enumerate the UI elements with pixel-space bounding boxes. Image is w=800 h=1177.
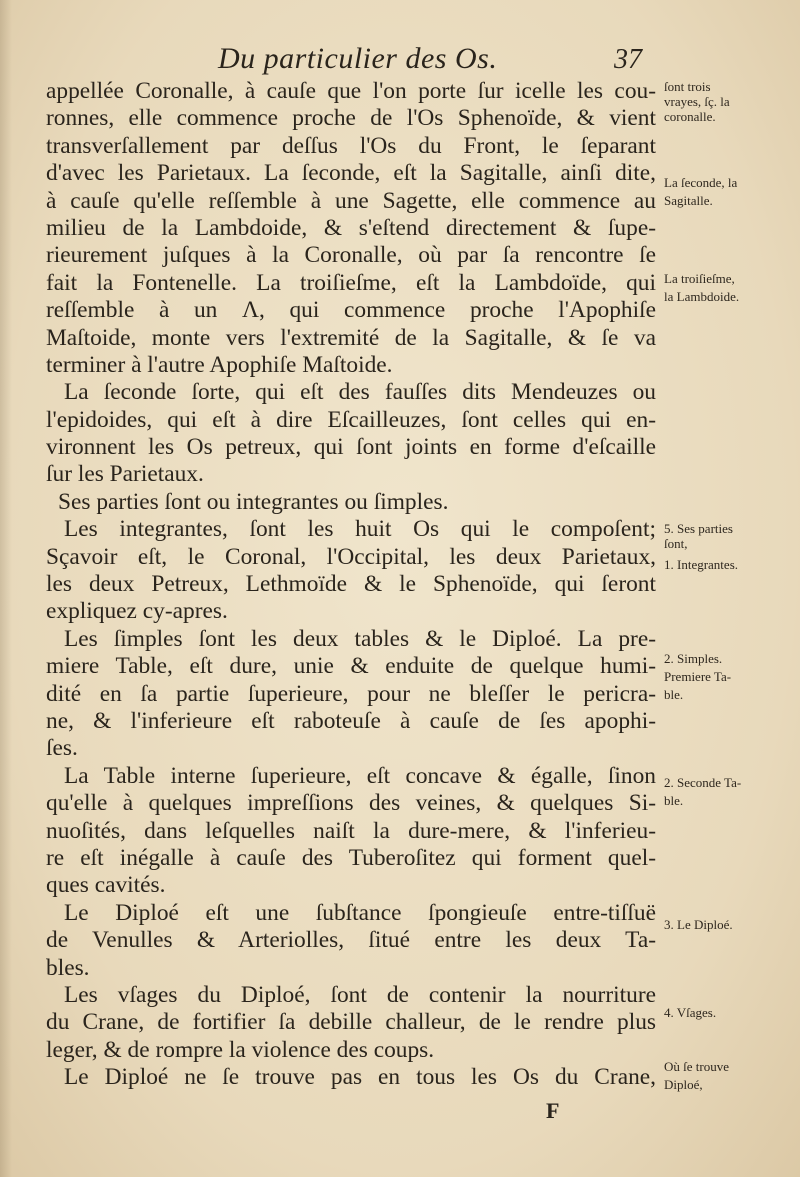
text-line: d'avec les Parietaux. La ſeconde, eſt la Sagitalle, ainſi dite, (46, 160, 656, 187)
text-line: miere Table, eſt dure, unie & enduite de quelque humi- (46, 653, 656, 680)
margin-note: 2. Seconde Ta- (664, 775, 742, 790)
text-line: Les integrantes, ſont les huit Os qui le compoſent; (64, 516, 656, 543)
text-line: ques cavités. (46, 872, 166, 899)
margin-note: coronalle. (664, 109, 716, 124)
margin-note: ſont trois (664, 79, 711, 94)
text-line: de Venulles & Arteriolles, ſitué entre les deux Ta- (46, 927, 656, 954)
text-line: Ses parties ſont ou integrantes ou ſimples. (58, 488, 449, 515)
text-line: re eſt inégalle à cauſe des Tuberoſitez qui forment quel- (46, 844, 656, 871)
text-line: Maſtoide, monte vers l'extremité de la Sagitalle, & ſe va (46, 324, 656, 351)
text-line: du Crane, de fortifier ſa debille challeur, de le rendre plus (46, 1009, 656, 1036)
running-title: Du particulier des Os. (218, 42, 498, 75)
text-line: milieu de la Lambdoide, & s'eſtend directement & ſupe- (46, 214, 656, 241)
text-line: ſes. (46, 735, 78, 762)
text-line: ne, & l'inferieure eſt raboteuſe à cauſe de ſes apophi- (46, 707, 656, 734)
text-line: Le Diploé ne ſe trouve pas en tous les Os du Crane, (64, 1064, 656, 1091)
text-line: les deux Petreux, Lethmoïde & le Sphenoïde, qui ſeront (46, 571, 656, 598)
text-line: fait la Fontenelle. La troiſieſme, eſt la Lambdoïde, qui (46, 269, 656, 296)
text-line: leger, & de rompre la violence des coups. (46, 1036, 435, 1063)
page-gutter-shadow (0, 0, 12, 1177)
margin-note: 1. Integrantes. (664, 557, 739, 572)
page-number: 37 (614, 44, 642, 75)
text-line: bles. (46, 954, 90, 981)
margin-note: Sagitalle. (664, 193, 713, 208)
margin-note: la Lambdoide. (664, 289, 740, 304)
body-text (46, 78, 656, 1091)
text-line: Les vſages du Diploé, ſont de contenir la nourriture (64, 981, 656, 1008)
text-line: l'epidoides, qui eſt à dire Eſcailleuzes, ſont celles qui en- (46, 406, 656, 433)
page-header (0, 42, 800, 82)
text-line: ſur les Parietaux. (46, 461, 204, 488)
text-line: Le Diploé eſt une ſubſtance ſpongieuſe entre-tiſſuë (64, 899, 656, 926)
margin-note: 3. Le Diploé. (664, 917, 733, 932)
margin-note: Diploé, (664, 1077, 703, 1092)
margin-note: ſont, (664, 536, 688, 551)
margin-note: 2. Simples. (664, 651, 723, 666)
margin-note: La ſeconde, la (664, 175, 738, 190)
margin-note: 5. Ses parties (664, 521, 733, 536)
text-line: nuoſités, dans leſquelles naiſt la dure-mere, & l'inferieu- (46, 817, 656, 844)
text-line: transverſallement par deſſus l'Os du Front, le ſeparant (46, 132, 656, 159)
text-line: ronnes, elle commence proche de l'Os Sphenoïde, & vient (46, 105, 656, 132)
text-line: vironnent les Os petreux, qui ſont joints en forme d'eſcaille (46, 434, 656, 461)
text-line: Sçavoir eſt, le Coronal, l'Occipital, les deux Parietaux, (46, 543, 656, 570)
text-line: rieurement juſques à la Coronalle, où par ſa rencontre ſe (46, 242, 656, 269)
margin-note: vrayes, ſç. la (664, 94, 730, 109)
margin-note: ble. (664, 687, 684, 702)
text-line: La Table interne ſuperieure, eſt concave & égalle, ſinon (64, 762, 656, 789)
text-line: expliquez cy-apres. (46, 598, 228, 625)
margin-note: 4. Vſages. (664, 1005, 717, 1020)
text-line: qu'elle à quelques impreſſions des veines, & quelques Si- (46, 790, 656, 817)
text-line: terminer à l'autre Apophiſe Maſtoide. (46, 351, 393, 378)
margin-note: Où ſe trouve (664, 1059, 729, 1074)
text-line: à cauſe qu'elle reſſemble à une Sagette, elle commence au (46, 187, 656, 214)
text-line: La ſeconde ſorte, qui eſt des fauſſes dits Mendeuzes ou (64, 379, 656, 406)
text-line: reſſemble à un Λ, qui commence proche l'Apophiſe (46, 297, 656, 324)
margin-note: La troiſieſme, (664, 271, 735, 286)
margin-note: Premiere Ta- (664, 669, 732, 684)
margin-note: ble. (664, 793, 684, 808)
text-line: dité en ſa partie ſuperieure, pour ne bleſſer le pericra- (46, 680, 656, 707)
text-line: Les ſimples ſont les deux tables & le Diploé. La pre- (64, 625, 656, 652)
signature-mark: F (546, 1098, 560, 1123)
text-line: appellée Coronalle, à cauſe que l'on porte ſur icelle les cou- (46, 78, 656, 104)
